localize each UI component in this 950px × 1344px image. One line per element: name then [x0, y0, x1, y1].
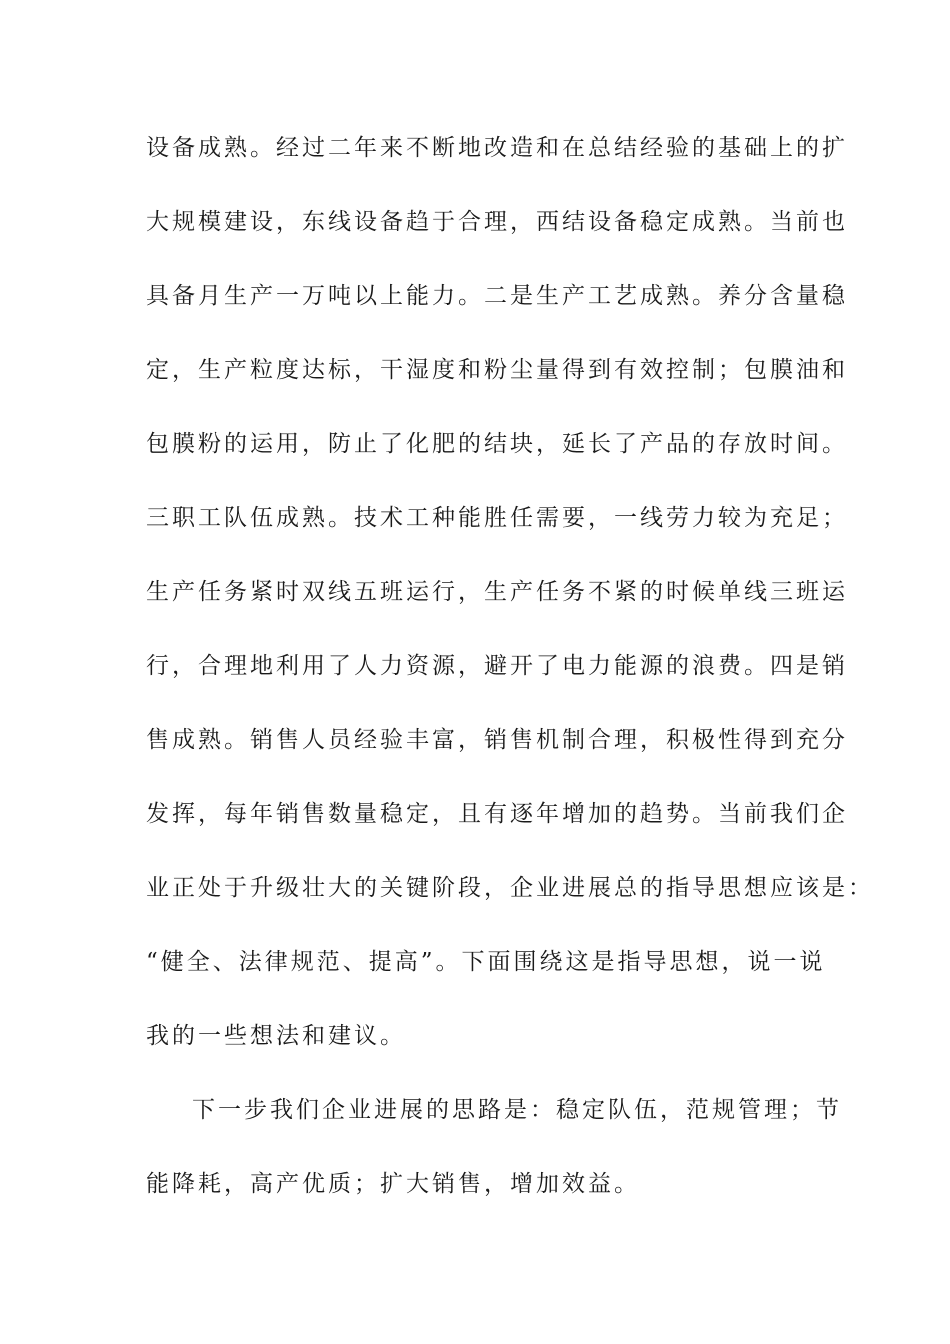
- text-line: 业正处于升级壮大的关键阶段，企业进展总的指导思想应该是：: [146, 875, 874, 901]
- paragraph-1: [146, 128, 874, 1090]
- document-body: [146, 128, 874, 1197]
- text-line: 包膜粉的运用，防止了化肥的结块，延长了产品的存放时间。: [146, 431, 848, 457]
- text-line: 三职工队伍成熟。技术工种能胜任需要，一线劳力较为充足；: [146, 505, 848, 531]
- text-line: 定，生产粒度达标，干湿度和粉尘量得到有效控制；包膜油和: [146, 357, 848, 383]
- text-line: 设备成熟。经过二年来不断地改造和在总结经验的基础上的扩: [146, 135, 848, 161]
- text-line: 售成熟。销售人员经验丰富，销售机制合理，积极性得到充分: [146, 727, 848, 753]
- text-line: 生产任务紧时双线五班运行，生产任务不紧的时候单线三班运: [146, 579, 848, 605]
- text-line: 下一步我们企业进展的思路是：稳定队伍，范规管理；节: [192, 1097, 842, 1123]
- text-line: 大规模建设，东线设备趋于合理，西结设备稳定成熟。当前也: [146, 209, 848, 235]
- text-line: 具备月生产一万吨以上能力。二是生产工艺成熟。养分含量稳: [146, 283, 848, 309]
- text-line: 我的一些想法和建议。: [146, 1023, 406, 1049]
- paragraph-2: 下一步我们企业进展的思路是：稳定队伍，范规管理；节 能降耗，高产优质；扩大销售，增加效益。: [146, 1090, 806, 1164]
- text-line: “健全、法律规范、提高”。下面围绕这是指导思想，说一说: [146, 949, 826, 975]
- text-line: 发挥，每年销售数量稳定，且有逐年增加的趋势。当前我们企: [146, 801, 848, 827]
- text-line: 行，合理地利用了人力资源，避开了电力能源的浪费。四是销: [146, 653, 848, 679]
